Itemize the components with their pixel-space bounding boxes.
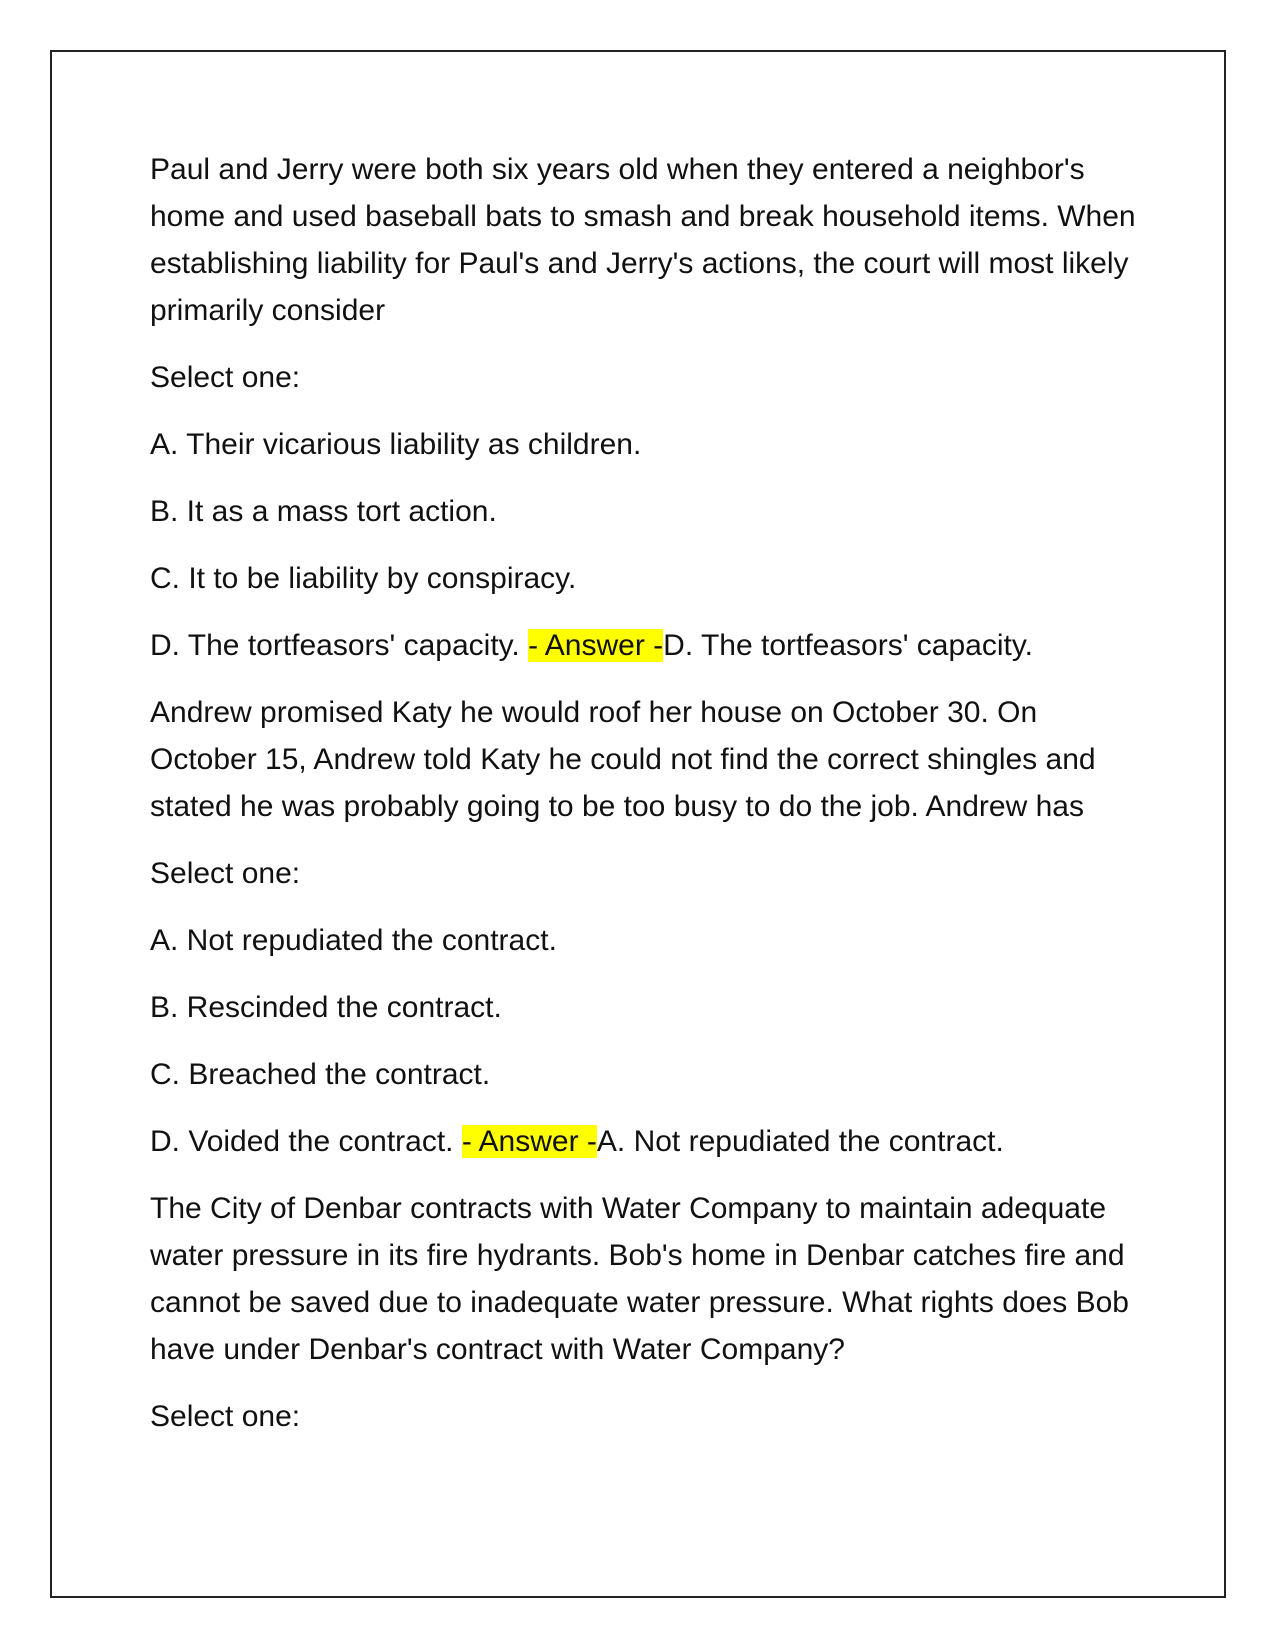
question-1-option-c: C. It to be liability by conspiracy. — [150, 562, 577, 595]
document-content — [150, 146, 1140, 1460]
question-2-option-a: A. Not repudiated the contract. — [150, 924, 557, 957]
question-1-option-a: A. Their vicarious liability as children. — [150, 428, 642, 461]
question-1-answer: D. The tortfeasors' capacity. — [663, 629, 1033, 662]
question-2-option-d-line — [150, 1118, 1140, 1165]
question-1-text: Paul and Jerry were both six years old when they entered a neighbor's home and used baseball bats to smash and break household items. When establishing liability for Paul's and Jerry's actions, the court will most likely primarily consider — [150, 153, 1136, 327]
question-3-select-prompt: Select one: — [150, 1400, 301, 1433]
question-1-option-b: B. It as a mass tort action. — [150, 495, 497, 528]
question-1-answer-marker: - Answer - — [528, 629, 664, 662]
question-1-option-d-line — [150, 622, 1140, 669]
question-3-text: The City of Denbar contracts with Water Company to maintain adequate water pressure in its fire hydrants. Bob's home in Denbar catches fire and cannot be saved due to inadequate water pressure. What rights does Bob have under Denbar's contract with Water Company? — [150, 1192, 1129, 1366]
question-2-option-d: D. Voided the contract. — [150, 1125, 454, 1158]
question-2-select-prompt: Select one: — [150, 857, 301, 890]
question-2-answer-marker: - Answer - — [461, 1125, 597, 1158]
question-2-text: Andrew promised Katy he would roof her house on October 30. On October 15, Andrew told Katy he could not find the correct shingles and stated he was probably going to be too busy to do the job. Andrew has — [150, 696, 1096, 823]
question-2-option-b: B. Rescinded the contract. — [150, 991, 502, 1024]
question-2-option-c: C. Breached the contract. — [150, 1058, 491, 1091]
question-2-answer: A. Not repudiated the contract. — [596, 1125, 1004, 1158]
question-1-option-d: D. The tortfeasors' capacity. — [150, 629, 520, 662]
question-1-select-prompt: Select one: — [150, 361, 301, 394]
